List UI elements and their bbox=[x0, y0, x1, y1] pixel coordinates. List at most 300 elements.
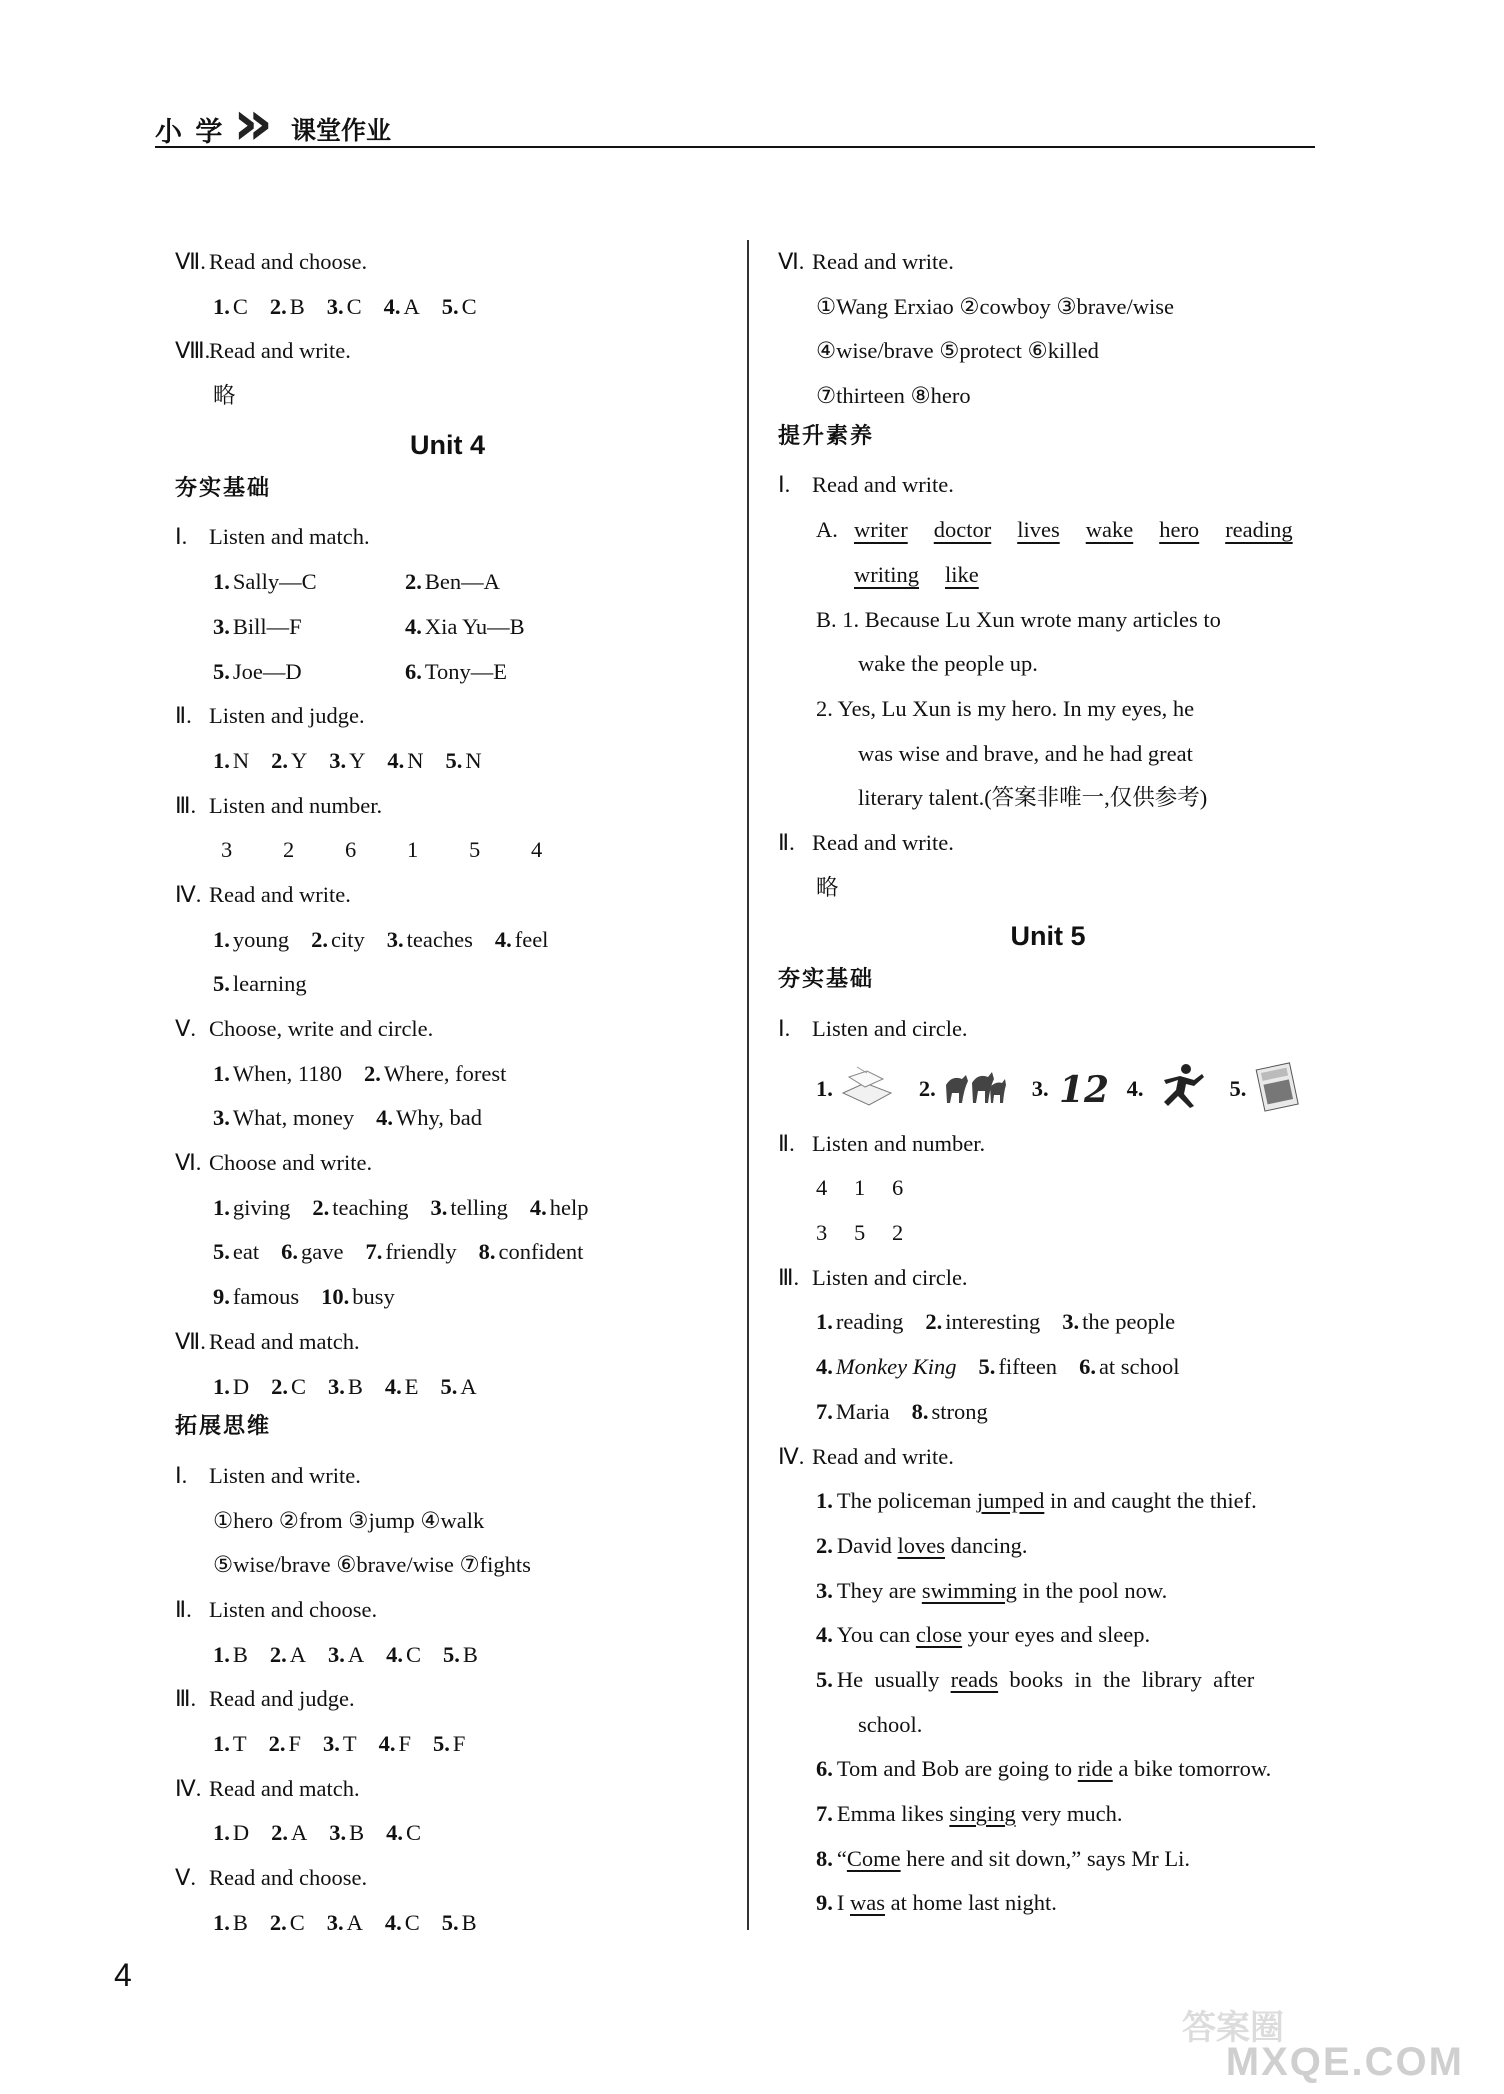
answer-value: D bbox=[232, 1820, 250, 1846]
answer-value: Xia Yu—B bbox=[424, 613, 525, 639]
word-bank-item: wake bbox=[1085, 517, 1134, 543]
underlined-answer: close bbox=[915, 1622, 963, 1648]
answer-number: 2. bbox=[271, 1820, 288, 1846]
answer-number: 4. bbox=[494, 926, 512, 952]
answer-value: learning bbox=[232, 971, 307, 997]
section-label: Read and judge. bbox=[209, 1686, 355, 1712]
answer-item bbox=[530, 1186, 589, 1231]
answer-value: city bbox=[331, 926, 365, 952]
answer-number: 2. bbox=[312, 1194, 330, 1220]
answer-item bbox=[270, 1901, 305, 1946]
answer-number: 5. bbox=[441, 293, 459, 319]
answer-number: 1. bbox=[213, 1373, 230, 1399]
sentence-text: books in the library after bbox=[998, 1666, 1255, 1692]
underlined-answer: Come bbox=[846, 1845, 901, 1871]
answer-value: Sally—C bbox=[232, 569, 317, 595]
answer-value: B bbox=[349, 1820, 365, 1846]
answer-row bbox=[175, 1901, 720, 1946]
sentence-text: a bike tomorrow. bbox=[1112, 1756, 1272, 1782]
word-bank-item: hero bbox=[1159, 517, 1200, 543]
answer-item bbox=[213, 1901, 248, 1946]
answer-value: N bbox=[465, 747, 482, 773]
answer-item bbox=[281, 1230, 343, 1275]
answer-number: 3. bbox=[430, 1194, 448, 1220]
answer-row bbox=[175, 1811, 720, 1856]
section-label: Listen and number. bbox=[812, 1130, 986, 1156]
answer-item bbox=[376, 1096, 482, 1141]
section-heading bbox=[175, 694, 720, 739]
answer-item bbox=[213, 739, 249, 784]
answer-item bbox=[213, 605, 383, 650]
number-item: 3 bbox=[221, 837, 233, 863]
answer-number: 3. bbox=[328, 1373, 345, 1399]
sentence-text: here and sit down,” says Mr Li. bbox=[900, 1845, 1190, 1871]
answer-item bbox=[323, 1722, 357, 1767]
unit-title: Unit 5 bbox=[1010, 921, 1086, 952]
right-column bbox=[778, 240, 1318, 1926]
word-bank-item: writing bbox=[854, 561, 919, 587]
answer-item bbox=[479, 1230, 584, 1275]
answer-item bbox=[321, 1275, 395, 1320]
section-number: Ⅵ. bbox=[778, 249, 805, 274]
answer-item bbox=[213, 1052, 342, 1097]
underlined-answer: loves bbox=[897, 1532, 945, 1558]
answer-number: 10. bbox=[321, 1284, 350, 1310]
sentence-text: You can bbox=[836, 1622, 916, 1648]
answer-item bbox=[213, 1230, 259, 1275]
answer-item bbox=[385, 1901, 420, 1946]
section-number: Ⅲ. bbox=[175, 1686, 197, 1712]
answer-value: interesting bbox=[945, 1309, 1041, 1335]
category-heading: 拓展思维 bbox=[175, 1414, 272, 1440]
answer-value: reading bbox=[835, 1309, 904, 1335]
answer-number: 8. bbox=[816, 1845, 833, 1871]
section-label: Read and choose. bbox=[209, 1865, 368, 1891]
answer-row bbox=[175, 1365, 720, 1410]
answer-number: 4. bbox=[378, 1731, 396, 1756]
category-heading: 提升素养 bbox=[778, 423, 875, 449]
answer-row bbox=[175, 918, 720, 963]
runner-icon bbox=[1150, 1062, 1206, 1116]
number-item: 4 bbox=[816, 1175, 828, 1201]
answer-value: B bbox=[232, 1909, 248, 1935]
number-item: 3 bbox=[816, 1220, 828, 1246]
answer-value: gave bbox=[300, 1239, 344, 1265]
section-heading bbox=[175, 1856, 720, 1901]
answer-number: 6. bbox=[281, 1239, 298, 1265]
answer-item bbox=[213, 1186, 290, 1231]
answer-item bbox=[386, 1811, 421, 1856]
number-item: 1 bbox=[854, 1175, 866, 1201]
answer-number: 5. bbox=[213, 1239, 230, 1265]
section-label: Read and write. bbox=[209, 881, 351, 907]
answer-value: A bbox=[346, 1909, 363, 1935]
answer-item bbox=[364, 1052, 506, 1097]
section-label: Choose and write. bbox=[209, 1150, 373, 1176]
word-bank-prefix: A. bbox=[816, 517, 838, 543]
answer-item bbox=[385, 1365, 419, 1410]
answer-number: 2. bbox=[271, 747, 288, 773]
answer-item bbox=[213, 918, 289, 963]
svg-text:12: 12 bbox=[1058, 1068, 1109, 1111]
answer-value: A bbox=[289, 1641, 307, 1667]
answer-item bbox=[269, 1722, 301, 1767]
answer-number: 7. bbox=[816, 1398, 833, 1424]
answer-number: 3. bbox=[386, 926, 404, 952]
section-label: Listen and number. bbox=[209, 792, 383, 818]
header-rule bbox=[155, 146, 1315, 148]
answer-line: 略 bbox=[213, 383, 236, 409]
column-divider bbox=[747, 240, 749, 1930]
answer-value: confident bbox=[498, 1239, 584, 1265]
answer-value: Bill—F bbox=[232, 613, 302, 639]
answer-line: school. bbox=[858, 1711, 923, 1737]
number-item: 1 bbox=[407, 837, 419, 863]
answer-number: 5. bbox=[213, 971, 230, 997]
answer-value: Maria bbox=[835, 1398, 890, 1424]
answer-value: F bbox=[452, 1731, 466, 1756]
section-label: Listen and match. bbox=[209, 524, 370, 550]
section-number: Ⅷ. bbox=[175, 338, 211, 364]
answer-value: Where, forest bbox=[383, 1060, 507, 1086]
sentence-answer bbox=[778, 1524, 1318, 1569]
answer-item bbox=[1062, 1300, 1175, 1345]
answer-row bbox=[175, 962, 720, 1007]
answer-number: 5. bbox=[441, 1909, 459, 1935]
sentence-text: They are bbox=[836, 1577, 922, 1603]
answer-number: 1. bbox=[213, 293, 230, 319]
answer-item bbox=[816, 1390, 890, 1435]
answer-line: literary talent.(答案非唯一,仅供参考) bbox=[858, 785, 1208, 811]
section-label: Choose, write and circle. bbox=[209, 1016, 434, 1041]
answer-value: C bbox=[406, 1820, 422, 1846]
answer-value: famous bbox=[232, 1284, 300, 1310]
word-bank-row bbox=[778, 508, 1318, 553]
section-number: Ⅳ. bbox=[175, 881, 202, 907]
answer-value: A bbox=[347, 1641, 365, 1667]
answer-value: A bbox=[403, 293, 420, 319]
section-heading bbox=[175, 515, 720, 560]
answer-item bbox=[443, 1633, 478, 1678]
answer-number: 1. bbox=[213, 926, 230, 952]
answer-item bbox=[213, 962, 307, 1007]
picture-option bbox=[1230, 1060, 1303, 1118]
answer-number: 4. bbox=[529, 1194, 547, 1220]
section-label: Read and match. bbox=[209, 1328, 360, 1354]
page-header bbox=[155, 86, 1315, 159]
underlined-answer: singing bbox=[949, 1801, 1016, 1826]
category-heading: 夯实基础 bbox=[778, 967, 875, 993]
answer-number: 1. bbox=[213, 747, 230, 773]
answer-number: 4. bbox=[386, 1820, 404, 1846]
section-label: Read and write. bbox=[812, 249, 954, 274]
section-heading bbox=[778, 1435, 1318, 1480]
answer-value: F bbox=[288, 1731, 302, 1756]
picture-option bbox=[1031, 1062, 1109, 1116]
answer-value: friendly bbox=[385, 1239, 457, 1265]
book-icon bbox=[839, 1063, 895, 1115]
answer-item bbox=[365, 1230, 456, 1275]
section-heading bbox=[175, 784, 720, 829]
section-label: Read and choose. bbox=[209, 249, 368, 274]
answer-value: Ben—A bbox=[424, 569, 500, 595]
answer-number: 4. bbox=[816, 1354, 833, 1380]
answer-row bbox=[778, 1345, 1318, 1390]
answer-line: ④wise/brave ⑤protect ⑥killed bbox=[816, 338, 1099, 364]
answer-value: eat bbox=[232, 1239, 260, 1265]
answer-line: was wise and brave, and he had great bbox=[858, 740, 1193, 766]
sentence-text: He usually bbox=[836, 1666, 951, 1692]
answer-number: 1. bbox=[213, 1909, 230, 1935]
answer-number: 1. bbox=[213, 1194, 230, 1220]
answer-item bbox=[387, 918, 473, 963]
answer-item bbox=[379, 1722, 411, 1767]
answer-item bbox=[433, 1722, 465, 1767]
answer-row bbox=[175, 1186, 720, 1231]
answer-number: 6. bbox=[405, 658, 422, 684]
sentence-answer bbox=[778, 1569, 1318, 1614]
sentence-text: at home last night. bbox=[885, 1890, 1057, 1916]
section-number: Ⅲ. bbox=[175, 792, 197, 818]
sentence-text: “ bbox=[836, 1845, 847, 1871]
underlined-answer: jumped bbox=[976, 1488, 1045, 1514]
word-bank-item: doctor bbox=[933, 517, 992, 543]
section-number: Ⅱ. bbox=[175, 703, 192, 729]
answer-value: B bbox=[347, 1373, 363, 1399]
answer-number: 2. bbox=[269, 1909, 287, 1935]
answer-value: C bbox=[461, 293, 477, 319]
section-number: Ⅲ. bbox=[778, 1264, 800, 1290]
section-heading bbox=[778, 821, 1318, 866]
section-label: Listen and judge. bbox=[209, 703, 365, 729]
section-heading bbox=[175, 1677, 720, 1722]
answer-value: F bbox=[398, 1731, 412, 1756]
section-heading bbox=[175, 1320, 720, 1365]
answer-item bbox=[213, 1275, 299, 1320]
answer-number: 2. bbox=[269, 293, 287, 319]
section-heading bbox=[175, 1007, 720, 1052]
section-heading bbox=[778, 1256, 1318, 1301]
answer-number: 3. bbox=[328, 1641, 345, 1667]
header-tag: 小 学 bbox=[155, 117, 225, 148]
answer-number: 2. bbox=[269, 1641, 287, 1667]
answer-number: 5. bbox=[978, 1354, 996, 1380]
answer-item bbox=[978, 1345, 1057, 1390]
answer-number: 7. bbox=[365, 1239, 383, 1265]
answer-value: feel bbox=[514, 926, 549, 952]
answer-number: 4. bbox=[387, 747, 405, 773]
answer-line: B. 1. Because Lu Xun wrote many articles to bbox=[816, 606, 1221, 632]
answer-line: ⑤wise/brave ⑥brave/wise ⑦fights bbox=[213, 1552, 531, 1578]
watermark-logo: 答案圈 bbox=[1182, 2008, 1284, 2048]
answer-number: 3. bbox=[213, 1105, 230, 1131]
answer-item bbox=[405, 605, 565, 650]
answer-value: B bbox=[289, 293, 305, 319]
answer-number: 5. bbox=[445, 747, 463, 773]
answer-row bbox=[175, 650, 720, 695]
answer-item bbox=[442, 1901, 477, 1946]
answer-row bbox=[175, 1275, 720, 1320]
section-heading bbox=[778, 1007, 1318, 1052]
answer-item bbox=[405, 650, 565, 695]
section-number: Ⅱ. bbox=[778, 1130, 795, 1156]
underlined-answer: was bbox=[850, 1890, 885, 1916]
section-number: Ⅰ. bbox=[175, 1462, 188, 1488]
word-bank-row bbox=[778, 553, 1318, 598]
answer-item bbox=[213, 650, 383, 695]
answer-number: 5. bbox=[213, 658, 230, 684]
answer-row bbox=[778, 1390, 1318, 1435]
answer-item bbox=[384, 285, 420, 330]
section-label: Read and write. bbox=[812, 1443, 954, 1469]
answer-value: telling bbox=[450, 1194, 508, 1220]
answer-number: 3. bbox=[329, 1820, 347, 1846]
answer-number: 3. bbox=[329, 747, 347, 773]
answer-number: 4. bbox=[384, 1373, 402, 1399]
answer-value: teaches bbox=[406, 926, 473, 952]
answer-row bbox=[175, 1096, 720, 1141]
sentence-text: dancing. bbox=[945, 1532, 1028, 1558]
answer-value: T bbox=[232, 1731, 247, 1756]
unit-title: Unit 4 bbox=[409, 429, 485, 460]
answer-number: 4. bbox=[384, 1909, 402, 1935]
answer-item bbox=[446, 739, 482, 784]
category-heading: 夯实基础 bbox=[175, 475, 272, 501]
answer-number: 4. bbox=[386, 1641, 404, 1667]
answer-number: 2. bbox=[925, 1309, 943, 1335]
answer-number: 1. bbox=[213, 1641, 230, 1667]
answer-value: B bbox=[461, 1909, 477, 1935]
answer-number: 4. bbox=[1126, 1075, 1144, 1101]
answer-item bbox=[270, 285, 305, 330]
answer-number: 1. bbox=[213, 1731, 230, 1756]
answer-row bbox=[778, 1300, 1318, 1345]
chevron-icon: » bbox=[233, 86, 248, 159]
section-number: Ⅶ. bbox=[175, 1328, 206, 1354]
answer-number: 5. bbox=[1229, 1075, 1247, 1101]
answer-number: 3. bbox=[326, 1909, 344, 1935]
answer-value: Y bbox=[291, 747, 308, 773]
sentence-text: Emma likes bbox=[836, 1801, 950, 1826]
answer-row bbox=[175, 560, 720, 605]
answer-value: What, money bbox=[232, 1105, 355, 1131]
section-heading bbox=[778, 1122, 1318, 1167]
answer-value: C bbox=[232, 293, 248, 319]
answer-number: 2. bbox=[311, 926, 328, 952]
answer-number: 8. bbox=[478, 1239, 496, 1265]
answer-number: 2. bbox=[918, 1075, 936, 1101]
answer-item bbox=[271, 739, 307, 784]
answer-value: giving bbox=[232, 1194, 291, 1220]
answer-number: 1. bbox=[213, 1820, 230, 1846]
section-label: Read and write. bbox=[812, 472, 954, 498]
number-item: 2 bbox=[892, 1220, 904, 1246]
answer-number: 1. bbox=[213, 569, 230, 595]
answer-item bbox=[495, 918, 549, 963]
number-row bbox=[175, 828, 720, 873]
answer-number: 3. bbox=[1062, 1309, 1080, 1335]
answer-number: 9. bbox=[213, 1284, 230, 1310]
section-number: Ⅳ. bbox=[778, 1443, 805, 1469]
sentence-text: I bbox=[836, 1890, 850, 1916]
answer-value: N bbox=[407, 747, 424, 773]
answer-value: C bbox=[291, 1373, 307, 1399]
picture-option bbox=[816, 1063, 895, 1115]
sentence-text: The policeman bbox=[836, 1488, 977, 1514]
answer-item bbox=[327, 1901, 363, 1946]
section-number: Ⅱ. bbox=[175, 1596, 192, 1622]
section-heading bbox=[175, 1141, 720, 1186]
section-number: Ⅳ. bbox=[175, 1775, 202, 1801]
answer-number: 6. bbox=[1079, 1354, 1096, 1380]
answer-item bbox=[329, 739, 365, 784]
answer-item bbox=[816, 1300, 903, 1345]
sentence-answer bbox=[778, 1479, 1318, 1524]
answer-item bbox=[328, 1633, 364, 1678]
number-row bbox=[778, 1211, 1318, 1256]
section-number: Ⅶ. bbox=[175, 249, 206, 274]
underlined-answer: reads bbox=[950, 1666, 999, 1692]
answer-row bbox=[175, 285, 720, 330]
answer-value: fifteen bbox=[998, 1354, 1058, 1380]
answer-number: 4. bbox=[376, 1105, 393, 1131]
answer-item bbox=[213, 1633, 248, 1678]
answer-row bbox=[175, 1052, 720, 1097]
answer-item bbox=[213, 560, 383, 605]
answer-item bbox=[270, 1633, 306, 1678]
answer-item bbox=[430, 1186, 507, 1231]
answer-item bbox=[213, 285, 248, 330]
answer-value: C bbox=[404, 1909, 420, 1935]
number-item: 6 bbox=[345, 837, 357, 863]
answer-number: 2. bbox=[271, 1373, 288, 1399]
answer-number: 1. bbox=[816, 1488, 833, 1514]
section-label: Listen and choose. bbox=[209, 1596, 378, 1622]
answer-item bbox=[271, 1811, 307, 1856]
section-heading bbox=[778, 463, 1318, 508]
section-heading bbox=[175, 240, 720, 285]
sentence-answer bbox=[778, 1658, 1318, 1703]
answer-number: 1. bbox=[816, 1075, 833, 1101]
section-label: Listen and write. bbox=[209, 1462, 361, 1488]
word-bank-item: lives bbox=[1017, 517, 1060, 543]
twelve-icon bbox=[1055, 1062, 1109, 1116]
answer-value: C bbox=[346, 293, 362, 319]
answer-value: the people bbox=[1082, 1309, 1176, 1335]
answer-item bbox=[816, 1345, 956, 1390]
watermark: MXQE.COM bbox=[1225, 2040, 1464, 2084]
answer-item bbox=[442, 285, 477, 330]
storybook-icon bbox=[1252, 1060, 1302, 1118]
sentence-text: in the pool now. bbox=[1016, 1577, 1168, 1603]
answer-number: 3. bbox=[816, 1577, 833, 1603]
answer-row bbox=[175, 605, 720, 650]
sentence-answer bbox=[778, 1792, 1318, 1837]
answer-item bbox=[271, 1365, 306, 1410]
answer-line: 2. Yes, Lu Xun is my hero. In my eyes, he bbox=[816, 695, 1195, 721]
answer-number: 5. bbox=[443, 1641, 460, 1667]
answer-item bbox=[213, 1096, 354, 1141]
sentence-answer bbox=[778, 1881, 1318, 1926]
section-label: Listen and circle. bbox=[812, 1264, 968, 1290]
number-item: 5 bbox=[469, 837, 481, 863]
answer-item bbox=[441, 1365, 477, 1410]
answer-item bbox=[328, 1365, 363, 1410]
number-row bbox=[778, 1166, 1318, 1211]
section-number: Ⅴ. bbox=[175, 1865, 197, 1891]
answer-number: 5. bbox=[440, 1373, 458, 1399]
sentence-text: Tom and Bob are going to bbox=[836, 1756, 1078, 1782]
